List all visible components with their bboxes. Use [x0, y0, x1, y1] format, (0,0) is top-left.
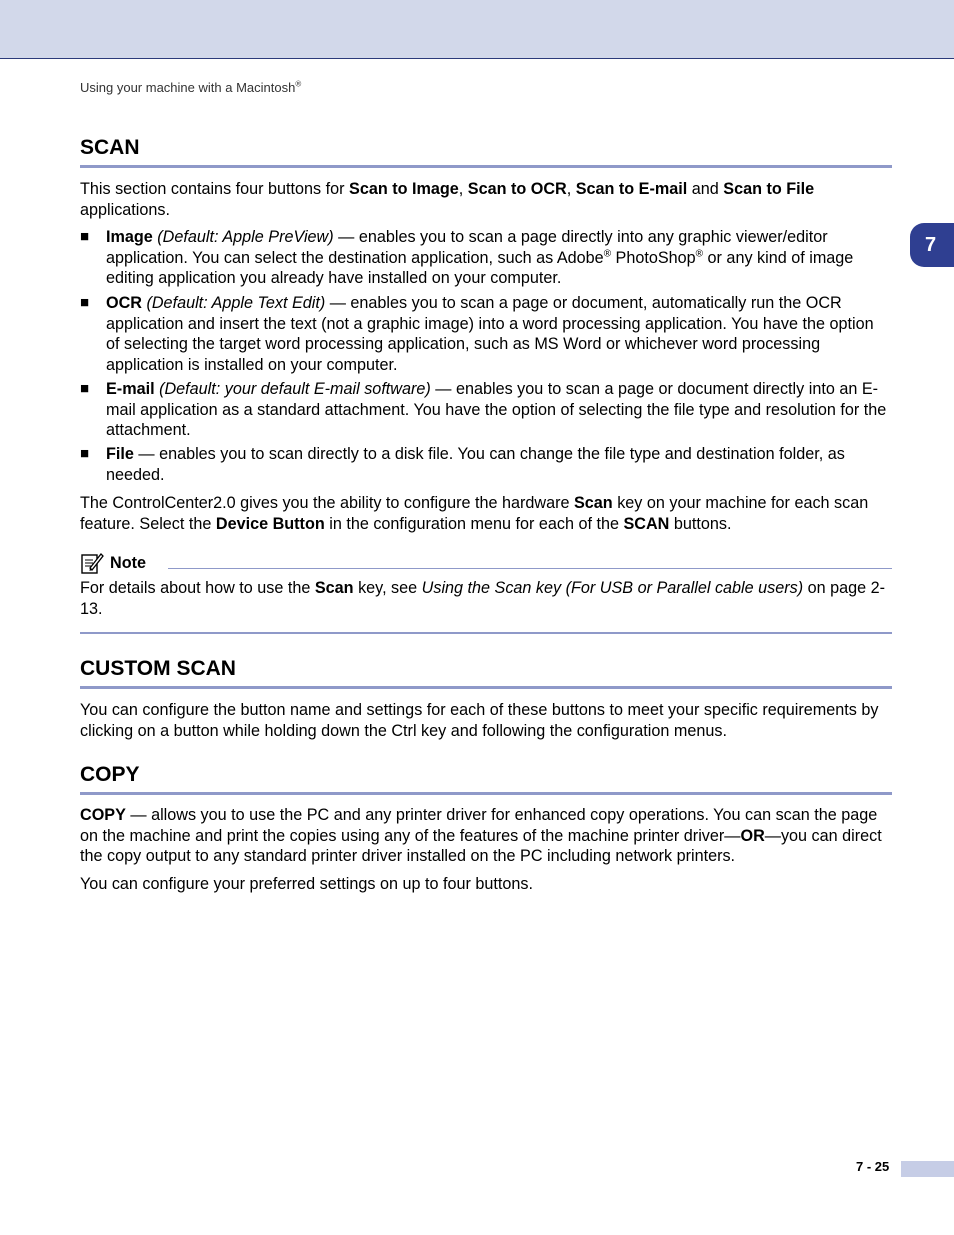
page-number: 7 - 25	[856, 1159, 890, 1174]
note-text: For details about how to use the Scan key, see Using the Scan key (For USB or Parallel cable users) on page 2-13.	[80, 579, 886, 618]
copy-settings-text: You can configure your preferred settings on up to four buttons.	[80, 875, 533, 893]
note-heading	[80, 549, 146, 577]
section-title-scan: SCAN	[80, 136, 140, 159]
note-pencil-icon	[80, 551, 104, 575]
running-header: Using your machine with a Macintosh®	[80, 79, 302, 95]
bullet-image: ■ Image (Default: Apple PreView) — enables you to scan a page directly into any graphic viewer/editor application. You can select the destination application, such as Adobe® PhotoShop® or any kind of image editing application you already have installed on your computer.	[80, 228, 854, 287]
bullet-ocr: ■ OCR (Default: Apple Text Edit) — enables you to scan a page or document, automatically run the OCR application and insert the text (not a graphic image) into a word processing application. You have the option of selecting the target word processing application, such as MS Word or whichever word processing application is installed on your computer.	[80, 294, 874, 374]
controlcenter-paragraph: The ControlCenter2.0 gives you the ability to configure the hardware Scan key on your machine for each scan feature. Select the Device Button in the configuration menu for each of the SCAN buttons.	[80, 494, 869, 533]
bullet-marker: ■	[80, 294, 90, 311]
section-title-copy: COPY	[80, 763, 140, 786]
chapter-tab[interactable]: 7	[910, 223, 954, 267]
scan-intro: This section contains four buttons for Scan to Image, Scan to OCR, Scan to E-mail and Scan to File applications.	[80, 180, 815, 219]
page-bar	[901, 1161, 954, 1177]
bullet-marker: ■	[80, 445, 90, 462]
bullet-file: ■ File — enables you to scan directly to a disk file. You can change the file type and destination folder, as needed.	[80, 445, 845, 484]
bullet-email: ■ E-mail (Default: your default E-mail software) — enables you to scan a page or document directly into an E-mail application as a standard attachment. You have the option of selecting the file type and resolution for the attachment.	[80, 380, 887, 439]
custom-scan-text: You can configure the button name and settings for each of these buttons to meet your specific requirements by clicking on a button while holding down the Ctrl key and following the configuration menus.	[80, 701, 879, 740]
note-label: Note	[110, 553, 146, 572]
bullet-marker: ■	[80, 380, 90, 397]
scan-key-link[interactable]: Using the Scan key (For USB or Parallel cable users)	[421, 579, 804, 597]
section-rule	[80, 165, 892, 168]
note-divider	[168, 568, 892, 569]
bullet-marker: ■	[80, 228, 90, 245]
top-band	[0, 0, 954, 59]
note-end-rule	[80, 632, 892, 634]
section-rule	[80, 792, 892, 795]
copy-paragraph: COPY — allows you to use the PC and any printer driver for enhanced copy operations. You can scan the page on the machine and print the copies using any of the features of the machine printer driver—OR—you can direct the copy output to any standard printer driver installed on the PC including network printers.	[80, 806, 882, 865]
section-title-custom-scan: CUSTOM SCAN	[80, 657, 236, 680]
section-rule	[80, 686, 892, 689]
